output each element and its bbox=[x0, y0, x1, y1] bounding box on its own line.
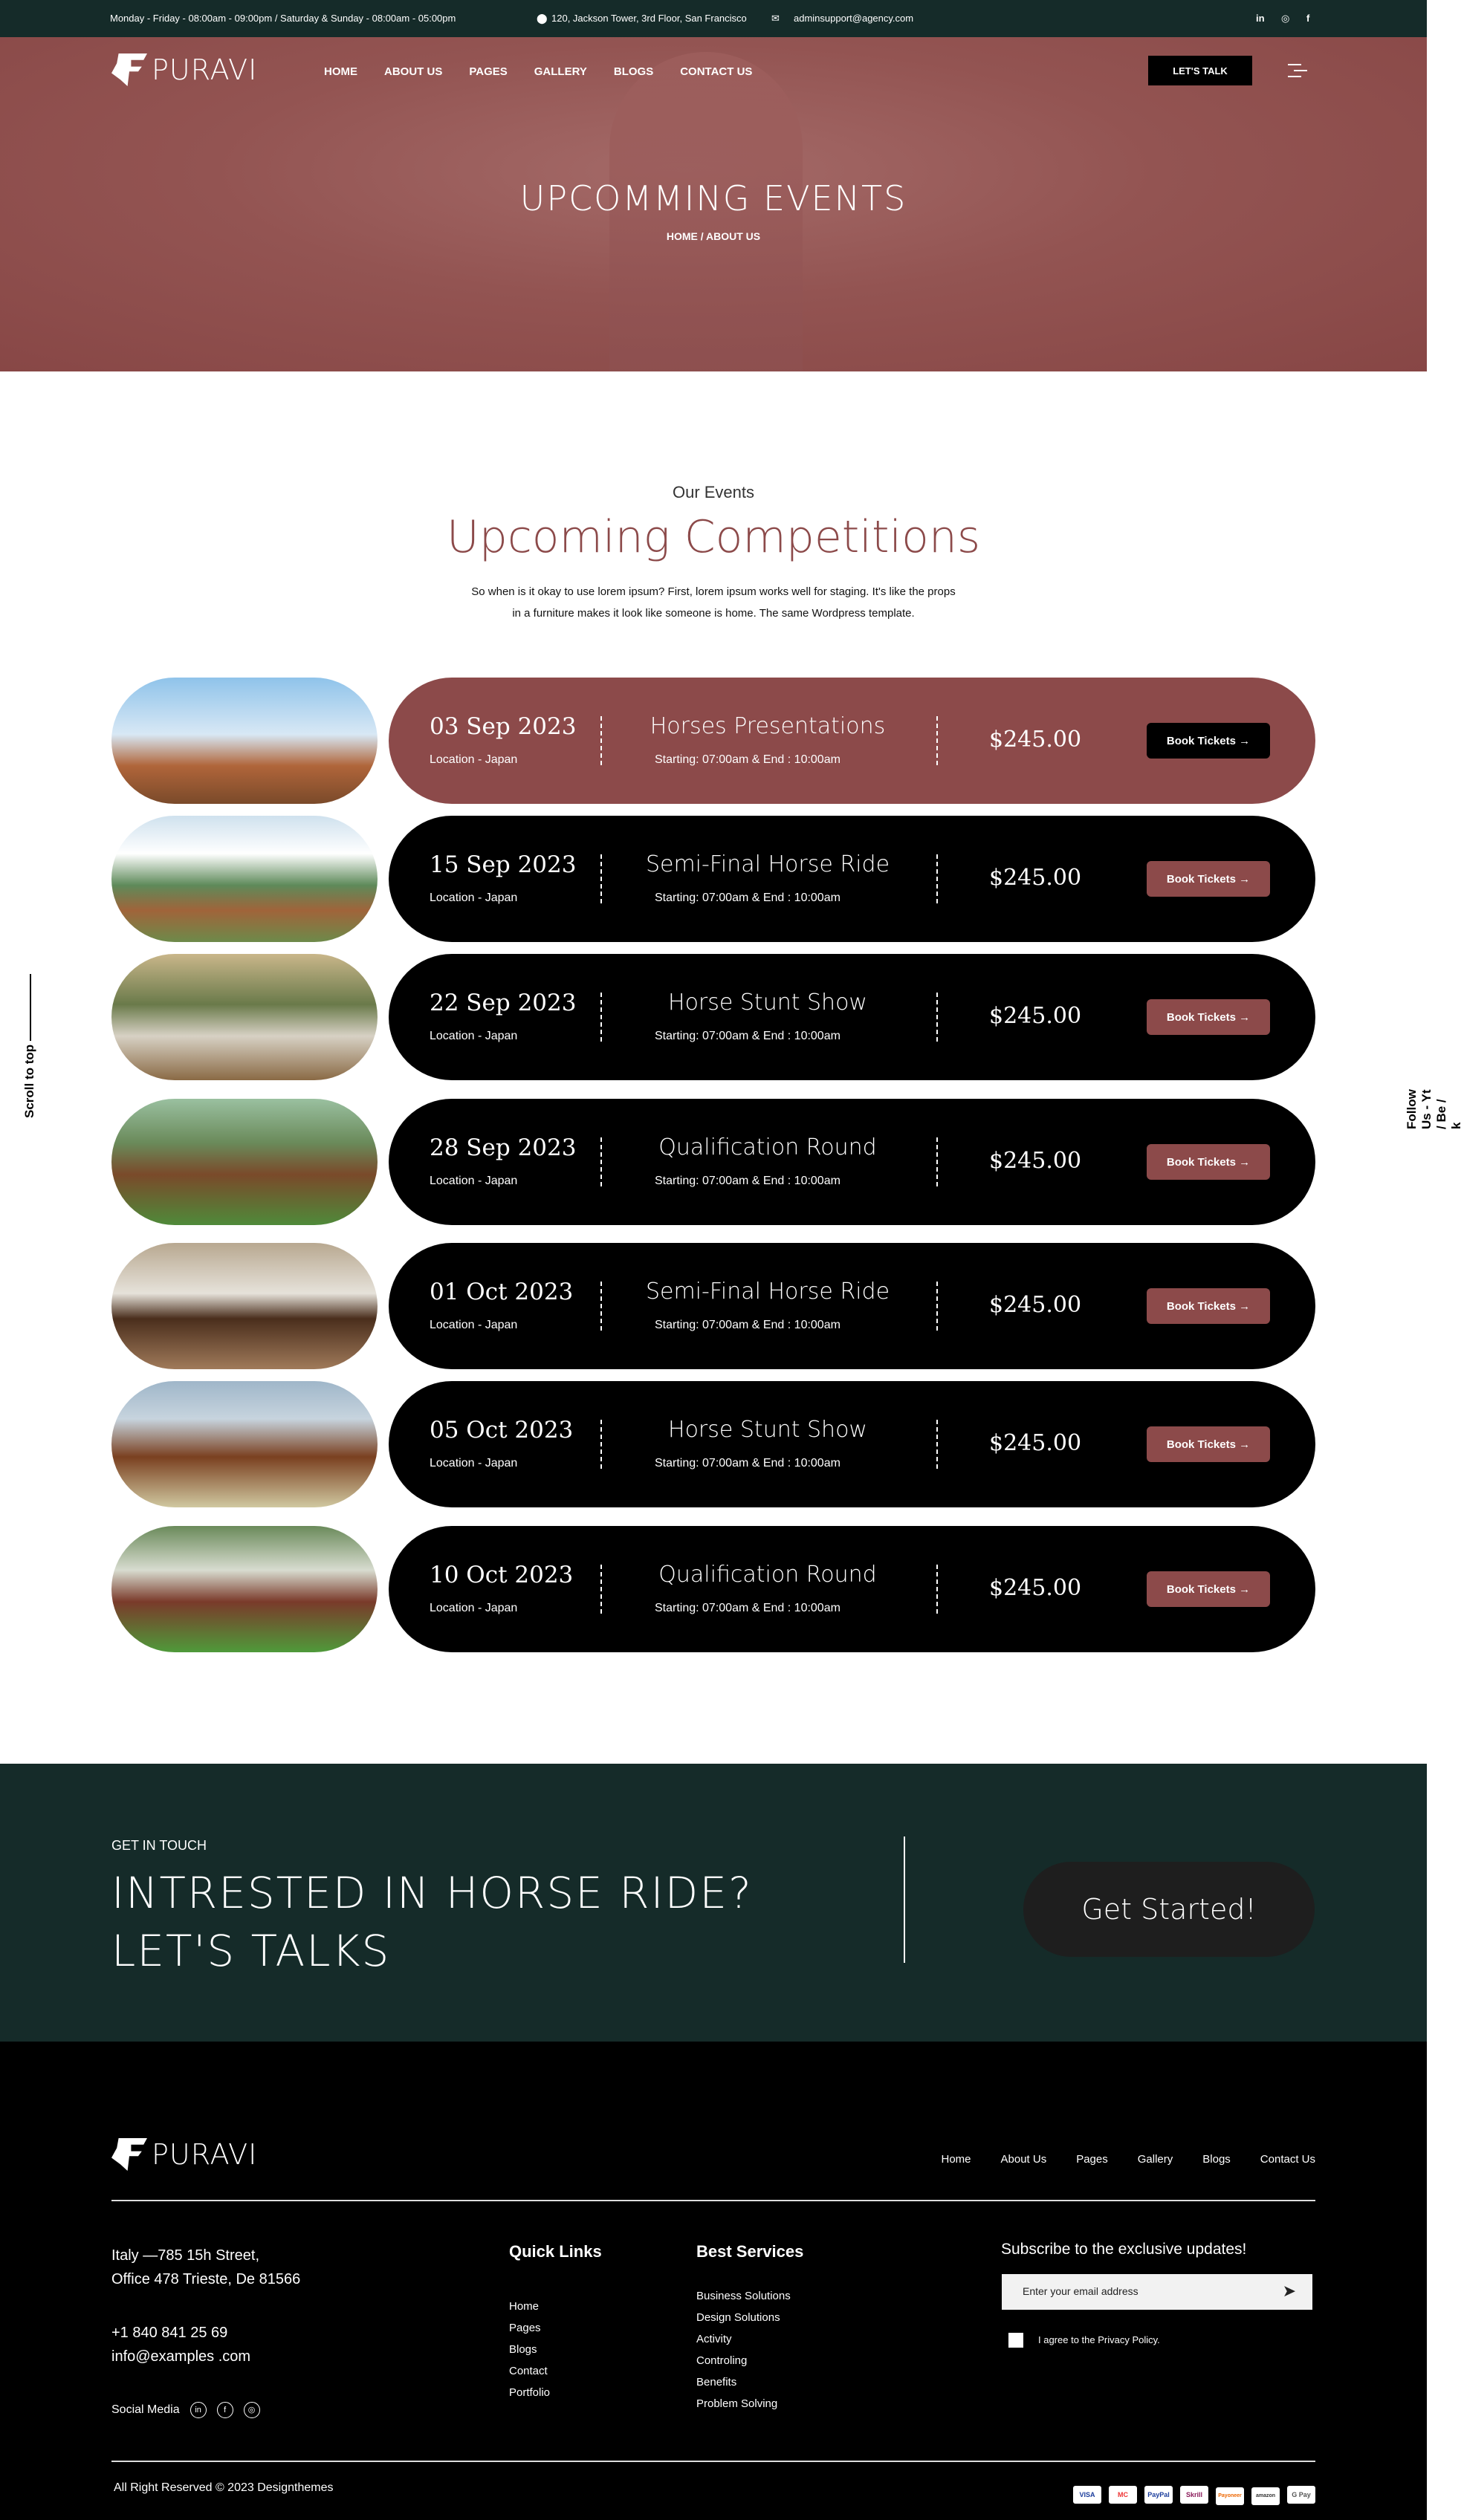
divider bbox=[904, 1837, 905, 1963]
event-card bbox=[389, 678, 1315, 804]
cta-heading: INTRESTED IN HORSE RIDE? LET'S TALKS bbox=[111, 1868, 753, 1976]
top-bar bbox=[0, 0, 1427, 37]
dashed-divider bbox=[600, 854, 602, 903]
nav-contact[interactable]: CONTACT US bbox=[680, 65, 753, 78]
event-price: $245.00 bbox=[989, 865, 1082, 891]
page-title: UPCOMMING EVENTS bbox=[519, 178, 907, 218]
book-tickets-button[interactable]: Book Tickets → bbox=[1147, 1426, 1270, 1462]
mail-icon: ✉ bbox=[771, 13, 780, 24]
event-time: Starting: 07:00am & End : 10:00am bbox=[655, 753, 840, 766]
event-image bbox=[111, 1526, 378, 1652]
event-location: Location - Japan bbox=[430, 753, 518, 766]
event-card bbox=[389, 1243, 1315, 1369]
event-location: Location - Japan bbox=[430, 1602, 518, 1614]
book-tickets-button[interactable]: Book Tickets → bbox=[1147, 999, 1270, 1035]
dashed-divider bbox=[936, 1137, 938, 1186]
event-row bbox=[111, 678, 1315, 804]
address: 120, Jackson Tower, 3rd Floor, San Francisco bbox=[551, 13, 747, 24]
dashed-divider bbox=[600, 1565, 602, 1614]
location-pin-icon: ⬤ bbox=[537, 13, 548, 24]
dashed-divider bbox=[600, 1137, 602, 1186]
linkedin-icon[interactable]: in bbox=[190, 2402, 207, 2418]
follow-us[interactable]: Follow Us - Yt / Be / k bbox=[1405, 1089, 1463, 1129]
event-card bbox=[389, 816, 1315, 942]
event-price: $245.00 bbox=[989, 1148, 1082, 1174]
nav-about[interactable]: ABOUT US bbox=[384, 65, 443, 78]
logo[interactable]: PURAVI bbox=[111, 53, 257, 86]
event-time: Starting: 07:00am & End : 10:00am bbox=[655, 1457, 840, 1470]
event-card bbox=[389, 1381, 1315, 1507]
hero-banner bbox=[0, 37, 1427, 371]
privacy-checkbox[interactable] bbox=[1008, 2333, 1023, 2348]
dashed-divider bbox=[600, 1420, 602, 1469]
event-card bbox=[389, 1526, 1315, 1652]
service-link[interactable]: Controling bbox=[696, 2354, 748, 2367]
service-link[interactable]: Benefits bbox=[696, 2376, 737, 2389]
event-row bbox=[111, 1099, 1315, 1225]
payoneer-icon: Payoneer bbox=[1216, 2487, 1244, 2505]
book-tickets-button[interactable]: Book Tickets → bbox=[1147, 1144, 1270, 1180]
event-image bbox=[111, 1381, 378, 1507]
dashed-divider bbox=[936, 716, 938, 765]
event-price: $245.00 bbox=[989, 1292, 1082, 1318]
event-image bbox=[111, 954, 378, 1080]
event-title: Horse Stunt Show bbox=[668, 990, 867, 1016]
get-started-button[interactable]: Get Started! bbox=[1023, 1862, 1315, 1957]
footer-logo[interactable]: PURAVI bbox=[111, 2138, 257, 2171]
event-title: Semi-Final Horse Ride bbox=[645, 851, 890, 877]
event-title: Horses Presentations bbox=[650, 713, 886, 739]
service-link[interactable]: Problem Solving bbox=[696, 2397, 778, 2410]
event-title: Semi-Final Horse Ride bbox=[645, 1279, 890, 1305]
section-title: Upcoming Competitions bbox=[446, 511, 981, 563]
event-row bbox=[111, 1381, 1315, 1507]
event-title: Qualification Round bbox=[658, 1562, 877, 1588]
event-image bbox=[111, 816, 378, 942]
quick-links: Quick Links Home Pages Blogs Contact Portfolio bbox=[509, 2242, 602, 2399]
event-time: Starting: 07:00am & End : 10:00am bbox=[655, 1602, 840, 1614]
social-label: Social Media bbox=[111, 2403, 180, 2416]
event-location: Location - Japan bbox=[430, 1319, 518, 1331]
nav-pages[interactable]: PAGES bbox=[469, 65, 508, 78]
event-date: 15 Sep 2023 bbox=[430, 851, 577, 878]
footer-nav-pages[interactable]: Pages bbox=[1076, 2153, 1108, 2166]
footer-nav-about[interactable]: About Us bbox=[1000, 2153, 1047, 2166]
email-input[interactable]: Enter your email address ➤ bbox=[1002, 2274, 1312, 2310]
lets-talk-button[interactable]: LET'S TALK bbox=[1148, 56, 1252, 85]
visa-icon: VISA bbox=[1073, 2486, 1101, 2504]
event-location: Location - Japan bbox=[430, 1175, 518, 1187]
nav-blogs[interactable]: BLOGS bbox=[613, 65, 654, 78]
event-row bbox=[111, 954, 1315, 1080]
scroll-to-top[interactable]: Scroll to top bbox=[22, 974, 37, 1118]
event-date: 28 Sep 2023 bbox=[430, 1134, 577, 1161]
book-tickets-button[interactable]: Book Tickets → bbox=[1147, 723, 1270, 759]
event-card bbox=[389, 1099, 1315, 1225]
quick-link[interactable]: Blogs bbox=[509, 2343, 537, 2356]
quick-link[interactable]: Contact bbox=[509, 2365, 548, 2377]
footer-nav-blogs[interactable]: Blogs bbox=[1202, 2153, 1231, 2166]
book-tickets-button[interactable]: Book Tickets → bbox=[1147, 1571, 1270, 1607]
book-tickets-button[interactable]: Book Tickets → bbox=[1147, 1288, 1270, 1324]
footer-nav bbox=[941, 2153, 1315, 2166]
dashed-divider bbox=[936, 993, 938, 1042]
opening-hours: Monday - Friday - 08:00am - 09:00pm / Saturday & Sunday - 08:00am - 05:00pm bbox=[110, 13, 456, 24]
linkedin-icon[interactable]: in bbox=[1256, 13, 1265, 24]
footer bbox=[0, 2042, 1427, 2520]
horse-logo-icon bbox=[111, 2138, 147, 2171]
amazon-pay-icon: amazon bbox=[1251, 2487, 1280, 2505]
paypal-icon: PayPal bbox=[1144, 2486, 1173, 2504]
dashed-divider bbox=[936, 1282, 938, 1331]
facebook-icon[interactable]: f bbox=[1306, 13, 1310, 24]
event-price: $245.00 bbox=[989, 1003, 1082, 1029]
section-description: So when is it okay to use lorem ipsum? First, lorem ipsum works well for staging. It's like the props in a furniture makes it look like someone is home. The same Wordpress template. bbox=[471, 585, 956, 620]
footer-nav-home[interactable]: Home bbox=[941, 2153, 971, 2166]
event-time: Starting: 07:00am & End : 10:00am bbox=[655, 1319, 840, 1331]
nav-gallery[interactable]: GALLERY bbox=[534, 65, 587, 78]
cta-banner bbox=[0, 1764, 1427, 2042]
divider bbox=[111, 2200, 1315, 2201]
dashed-divider bbox=[600, 1282, 602, 1331]
instagram-icon[interactable]: ◎ bbox=[1281, 13, 1290, 24]
service-link[interactable]: Activity bbox=[696, 2333, 732, 2345]
event-row bbox=[111, 1526, 1315, 1652]
quick-link[interactable]: Portfolio bbox=[509, 2386, 551, 2399]
email-link[interactable]: adminsupport@agency.com bbox=[794, 13, 914, 24]
skrill-icon: Skrill bbox=[1180, 2486, 1208, 2504]
event-date: 05 Oct 2023 bbox=[430, 1417, 574, 1444]
event-image bbox=[111, 1099, 378, 1225]
event-price: $245.00 bbox=[989, 727, 1082, 753]
main-nav bbox=[324, 65, 752, 78]
event-date: 22 Sep 2023 bbox=[430, 990, 577, 1016]
event-card bbox=[389, 954, 1315, 1080]
breadcrumb: HOME / ABOUT US bbox=[666, 230, 761, 242]
privacy-label: I agree to the Privacy Policy. bbox=[1038, 2334, 1160, 2345]
nav-home[interactable]: HOME bbox=[324, 65, 357, 78]
google-pay-icon: G Pay bbox=[1287, 2486, 1315, 2504]
event-row bbox=[111, 816, 1315, 942]
dashed-divider bbox=[600, 716, 602, 765]
contact-info: Italy —785 15h Street, Office 478 Trieste, De 81566 +1 840 841 25 69 info@examples .com Social Media in f ◎ bbox=[111, 2244, 300, 2431]
event-location: Location - Japan bbox=[430, 1457, 518, 1470]
event-title: Horse Stunt Show bbox=[668, 1417, 867, 1443]
event-location: Location - Japan bbox=[430, 1030, 518, 1042]
event-price: $245.00 bbox=[989, 1430, 1082, 1456]
event-row bbox=[111, 1243, 1315, 1369]
event-time: Starting: 07:00am & End : 10:00am bbox=[655, 1030, 840, 1042]
event-date: 10 Oct 2023 bbox=[430, 1562, 574, 1588]
best-services: Best Services Business Solutions Design Solutions Activity Controling Benefits Problem Solving bbox=[696, 2242, 804, 2410]
quick-link[interactable]: Pages bbox=[509, 2322, 541, 2334]
event-time: Starting: 07:00am & End : 10:00am bbox=[655, 1175, 840, 1187]
quick-link[interactable]: Home bbox=[509, 2300, 540, 2313]
send-icon[interactable]: ➤ bbox=[1282, 2282, 1296, 2300]
cta-eyebrow: GET IN TOUCH bbox=[111, 1838, 207, 1853]
divider bbox=[111, 2461, 1315, 2462]
dashed-divider bbox=[936, 1565, 938, 1614]
event-date: 01 Oct 2023 bbox=[430, 1279, 574, 1305]
event-location: Location - Japan bbox=[430, 892, 518, 904]
instagram-icon[interactable]: ◎ bbox=[244, 2402, 260, 2418]
payment-methods bbox=[1066, 2486, 1315, 2505]
subscribe-title: Subscribe to the exclusive updates! bbox=[1001, 2241, 1247, 2258]
menu-icon[interactable] bbox=[1288, 59, 1307, 86]
event-price: $245.00 bbox=[989, 1575, 1082, 1601]
event-image bbox=[111, 678, 378, 804]
event-date: 03 Sep 2023 bbox=[430, 713, 577, 740]
event-image bbox=[111, 1243, 378, 1369]
footer-nav-contact[interactable]: Contact Us bbox=[1260, 2153, 1315, 2166]
service-link[interactable]: Design Solutions bbox=[696, 2311, 780, 2324]
horse-logo-icon bbox=[111, 53, 147, 86]
mastercard-icon: MC bbox=[1109, 2486, 1137, 2504]
event-time: Starting: 07:00am & End : 10:00am bbox=[655, 892, 840, 904]
copyright: All Right Reserved © 2023 Designthemes bbox=[114, 2481, 334, 2494]
book-tickets-button[interactable]: Book Tickets → bbox=[1147, 861, 1270, 897]
footer-nav-gallery[interactable]: Gallery bbox=[1137, 2153, 1173, 2166]
dashed-divider bbox=[936, 854, 938, 903]
dashed-divider bbox=[936, 1420, 938, 1469]
service-link[interactable]: Business Solutions bbox=[696, 2290, 791, 2302]
event-title: Qualification Round bbox=[658, 1134, 877, 1160]
dashed-divider bbox=[600, 993, 602, 1042]
section-subtitle: Our Events bbox=[672, 483, 755, 501]
facebook-icon[interactable]: f bbox=[217, 2402, 233, 2418]
